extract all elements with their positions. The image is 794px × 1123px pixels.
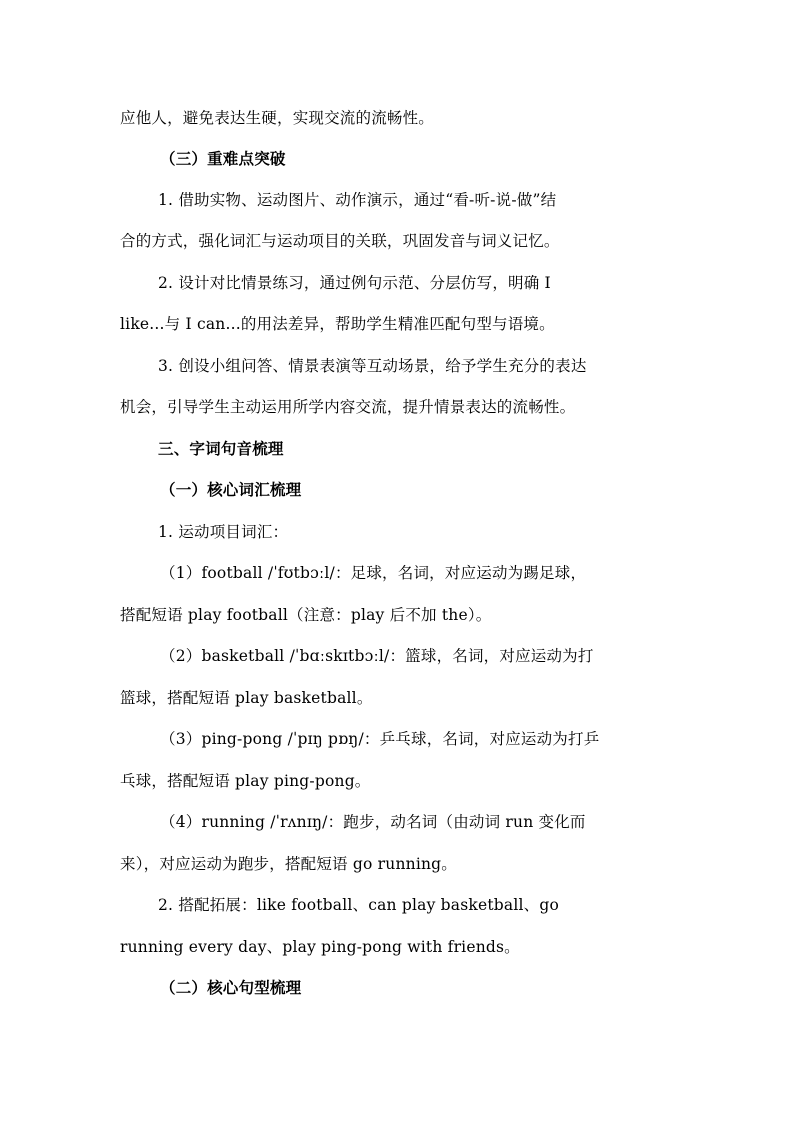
paragraph-line: 来），对应运动为跑步，搭配短语 go running。	[120, 855, 457, 873]
list-item: 3. 创设小组问答、情景表演等互动场景，给予学生充分的表达	[158, 357, 587, 375]
list-item: 1. 借助实物、运动图片、动作演示，通过“看-听-说-做”结	[158, 191, 557, 209]
list-item: 2. 搭配拓展：like football、can play basketball、go	[158, 896, 560, 914]
vocab-item: （2）basketball /ˈbɑːskɪtbɔːl/：篮球，名词，对应运动为打	[160, 647, 594, 665]
paragraph-line: 搭配短语 play football（注意：play 后不加 the）。	[120, 606, 492, 624]
paragraph-line: 机会，引导学生主动运用所学内容交流，提升情景表达的流畅性。	[120, 398, 576, 416]
paragraph-line: 乓球，搭配短语 play ping-pong。	[120, 772, 371, 790]
paragraph-line: running every day、play ping-pong with friends。	[120, 938, 520, 956]
paragraph-line: 应他人，避免表达生硬，实现交流的流畅性。	[120, 109, 435, 127]
list-item: 2. 设计对比情景练习，通过例句示范、分层仿写，明确 I	[158, 274, 551, 292]
chapter-heading: 三、字词句音梳理	[158, 439, 284, 458]
section-heading: （三）重难点突破	[160, 149, 286, 168]
vocab-item: （1）football /ˈfʊtbɔːl/：足球，名词，对应运动为踢足球，	[160, 564, 587, 582]
section-heading: （二）核心句型梳理	[160, 978, 302, 997]
vocab-item: （4）running /ˈrʌnɪŋ/：跑步，动名词（由动词 run 变化而	[160, 813, 586, 831]
paragraph-line: like...与 I can...的用法差异，帮助学生精准匹配句型与语境。	[120, 315, 555, 333]
paragraph-line: 篮球，搭配短语 play basketball。	[120, 689, 373, 707]
list-item: 1. 运动项目词汇：	[158, 523, 289, 541]
paragraph-line: 合的方式，强化词汇与运动项目的关联，巩固发音与词义记忆。	[120, 232, 560, 250]
section-heading: （一）核心词汇梳理	[160, 480, 302, 499]
vocab-item: （3）ping-pong /ˈpɪŋ pɒŋ/：乒乓球，名词，对应运动为打乒	[160, 730, 600, 748]
